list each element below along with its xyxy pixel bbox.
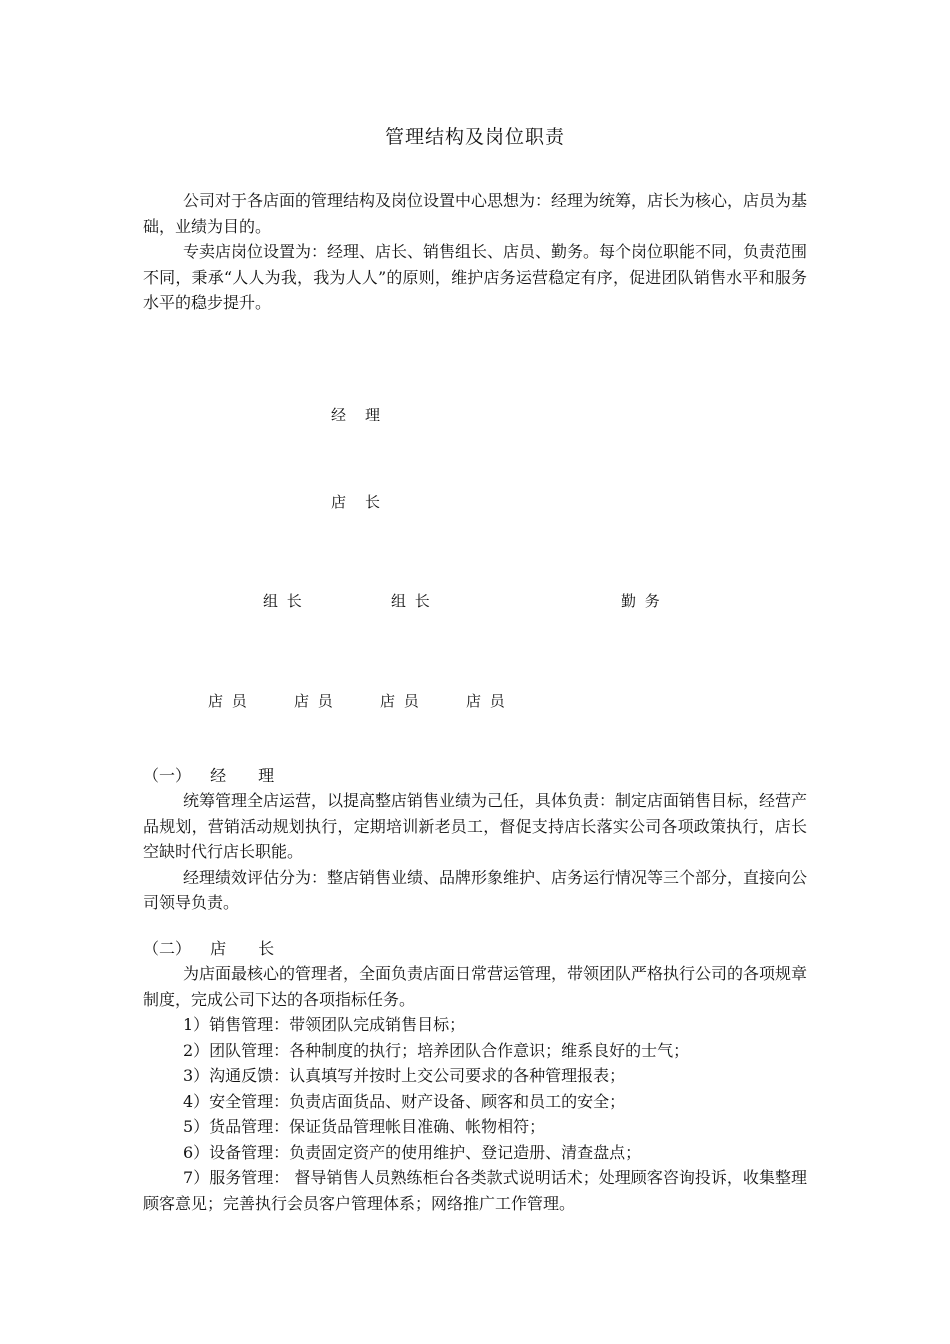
intro-paragraph: 专卖店岗位设置为：经理、店长、销售组长、店员、勤务。每个岗位职能不同，负责范围不同，秉承“人人为我，我为人人”的原则，维护店务运营稳定有序，促进团队销售水平和服务水平的稳步提升。	[143, 242, 808, 312]
section-paragraph: 统筹管理全店运营，以提高整店销售业绩为己任，具体负责：制定店面销售目标，经营产品规划，营销活动规划执行，定期培训新老员工，督促支持店长落实公司各项政策执行，店长空缺时代行店长职能。	[143, 791, 808, 861]
section-paragraph: 为店面最核心的管理者，全面负责店面日常营运管理，带领团队严格执行公司的各项规章制度，完成公司下达的各项指标任务。	[143, 964, 808, 1009]
org-node-logistics: 勤 务	[621, 592, 662, 610]
duty-item: 2）团队管理：各种制度的执行；培养团队合作意识；维系良好的士气；	[183, 1040, 690, 1060]
intro-section	[143, 188, 807, 316]
intro-paragraph: 公司对于各店面的管理结构及岗位设置中心思想为：经理为统筹，店长为核心，店员为基础，业绩为目的。	[143, 191, 808, 236]
duty-item: 5）货品管理：保证货品管理帐目准确、帐物相符；	[183, 1117, 546, 1136]
duty-item: 3）沟通反馈：认真填写并按时上交公司要求的各种管理报表；	[183, 1066, 626, 1085]
org-node-store-manager: 店 长	[331, 493, 383, 511]
section-paragraph: 经理绩效评估分为：整店销售业绩、品牌形象维护、店务运行情况等三个部分，直接向公司领导负责。	[143, 867, 808, 912]
duty-item: 4）安全管理：负责店面货品、财产设备、顾客和员工的安全；	[183, 1091, 626, 1111]
duty-item: 1）销售管理：带领团队完成销售目标；	[183, 1015, 466, 1034]
org-node-group-leader: 组 长	[263, 592, 304, 610]
section-number: （二）	[143, 939, 192, 958]
page-title: 管理结构及岗位职责	[384, 126, 565, 148]
org-node-manager: 经 理	[331, 406, 383, 424]
section-title: 经 理	[210, 766, 275, 785]
duty-item: 6）设备管理：负责固定资产的使用维护、登记造册、清查盘点；	[183, 1142, 642, 1162]
section-heading-store-manager	[143, 936, 274, 959]
section-title: 店 长	[210, 939, 275, 958]
section-number: （一）	[143, 766, 192, 785]
org-node-clerk: 店 员	[208, 692, 249, 710]
section-heading-manager	[143, 763, 274, 786]
org-node-clerk: 店 员	[294, 692, 335, 710]
duty-item: 7）服务管理： 督导销售人员熟练柜台各类款式说明话术；处理顾客咨询投诉，收集整理顾客意见；完善执行会员客户管理体系；网络推广工作管理。	[143, 1168, 807, 1213]
org-node-group-leader: 组 长	[391, 592, 432, 610]
org-node-clerk: 店 员	[380, 692, 421, 710]
org-node-clerk: 店 员	[466, 692, 507, 710]
section-body-store-manager	[143, 961, 807, 1216]
section-body-manager	[143, 788, 807, 916]
